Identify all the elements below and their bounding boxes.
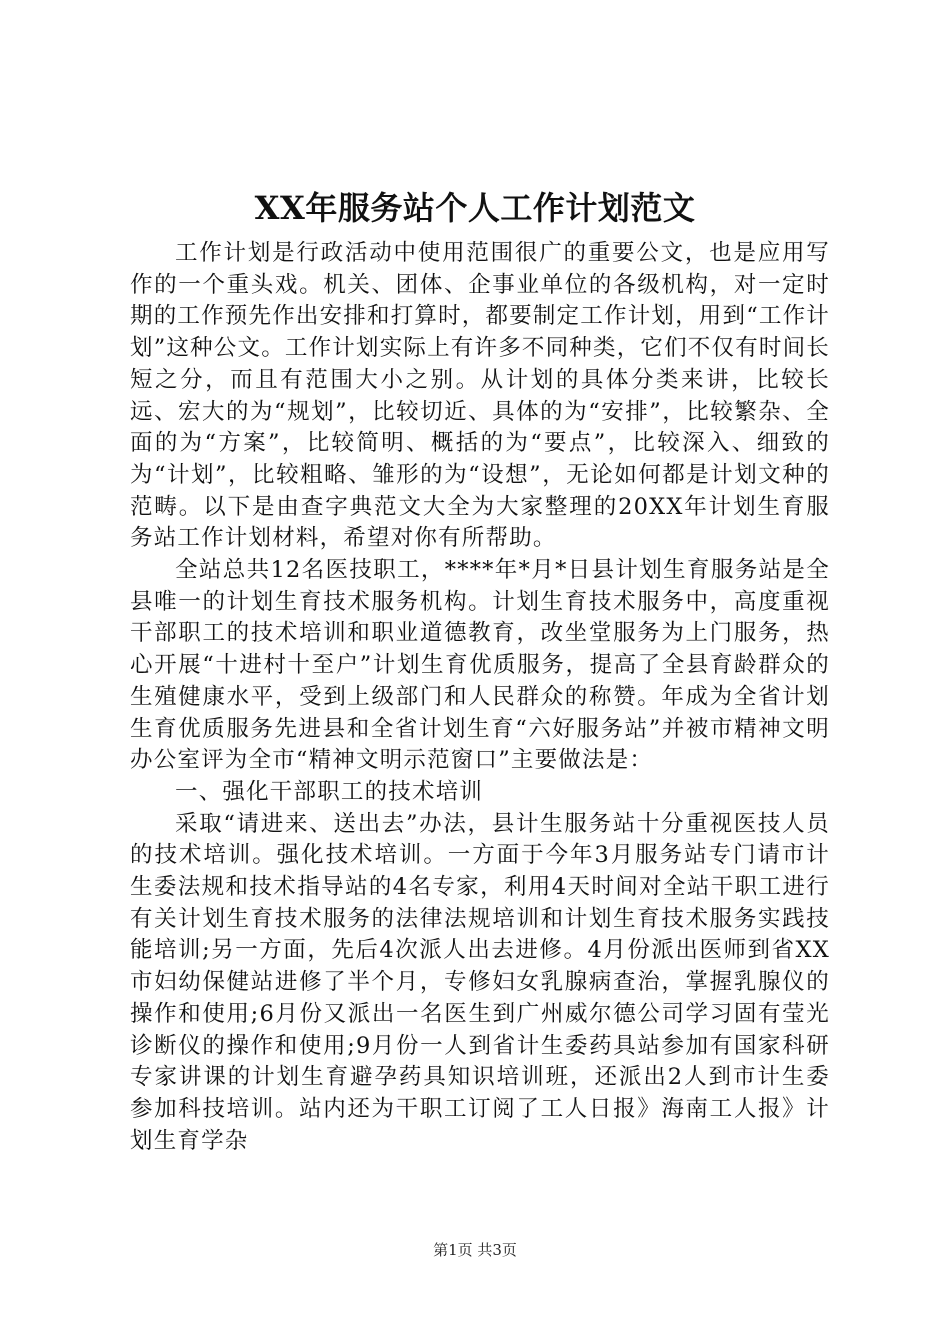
intro-paragraph: 工作计划是行政活动中使用范围很广的重要公文，也是应用写作的一个重头戏。机关、团体、企事业单位的各级机构，对一定时期的工作预先作出安排和打算时，都要制定工作计划，用到“工作计划”这种公文。工作计划实际上有许多不同种类，它们不仅有时间长短之分，而且有范围大小之别。从计划的具体分类来讲，比较长远、宏大的为“规划”，比较切近、具体的为“安排”，比较繁杂、全面的为“方案”，比较简明、概括的为“要点”，比较深入、细致的为“计划”，比较粗略、雏形的为“设想”，无论如何都是计划文种的范畴。以下是由查字典范文大全为大家整理的20XX年计划生育服务站工作计划材料，希望对你有所帮助。 — [130, 240, 831, 552]
document-body — [130, 238, 830, 1157]
document-title: XX年服务站个人工作计划范文 — [254, 189, 696, 227]
training-paragraph: 采取“请进来、送出去”办法，县计生服务站十分重视医技人员的技术培训。强化技术培训。一方面于今年3月服务站专门请市计生委法规和技术指导站的4名专家，利用4天时间对全站干职工进行有关计划生育技术服务的法律法规培训和计划生育技术服务实践技能培训;另一方面，先后4次派人出去进修。4月份派出医师到省XX市妇幼保健站进修了半个月，专修妇女乳腺病查治，掌握乳腺仪的操作和使用;6月份又派出一名医生到广州威尔德公司学习固有莹光诊断仪的操作和使用;9月份一人到省计生委药具站参加有国家科研专家讲课的计划生育避孕药具知识培训班，还派出2人到市计生委参加科技培训。站内还为干职工订阅了工人日报》海南工人报》计划生育学杂 — [130, 810, 830, 1154]
section-heading: 一、强化干部职工的技术培训 — [175, 778, 484, 805]
station-overview-paragraph: 全站总共12名医技职工，****年*月*日县计划生育服务站是全县唯一的计划生育技术服务机构。计划生育技术服务中，高度重视干部职工的技术培训和职业道德教育，改坐堂服务为上门服务，热心开展“十进村十至户”计划生育优质服务，提高了全县育龄群众的生殖健康水平，受到上级部门和人民群众的称赞。年成为全省计划生育优质服务先进县和全省计划生育“六好服务站”并被市精神文明办公室评为全市“精神文明示范窗口”主要做法是： — [130, 557, 830, 774]
page-footer: 第1页 共3页 — [433, 1241, 517, 1259]
